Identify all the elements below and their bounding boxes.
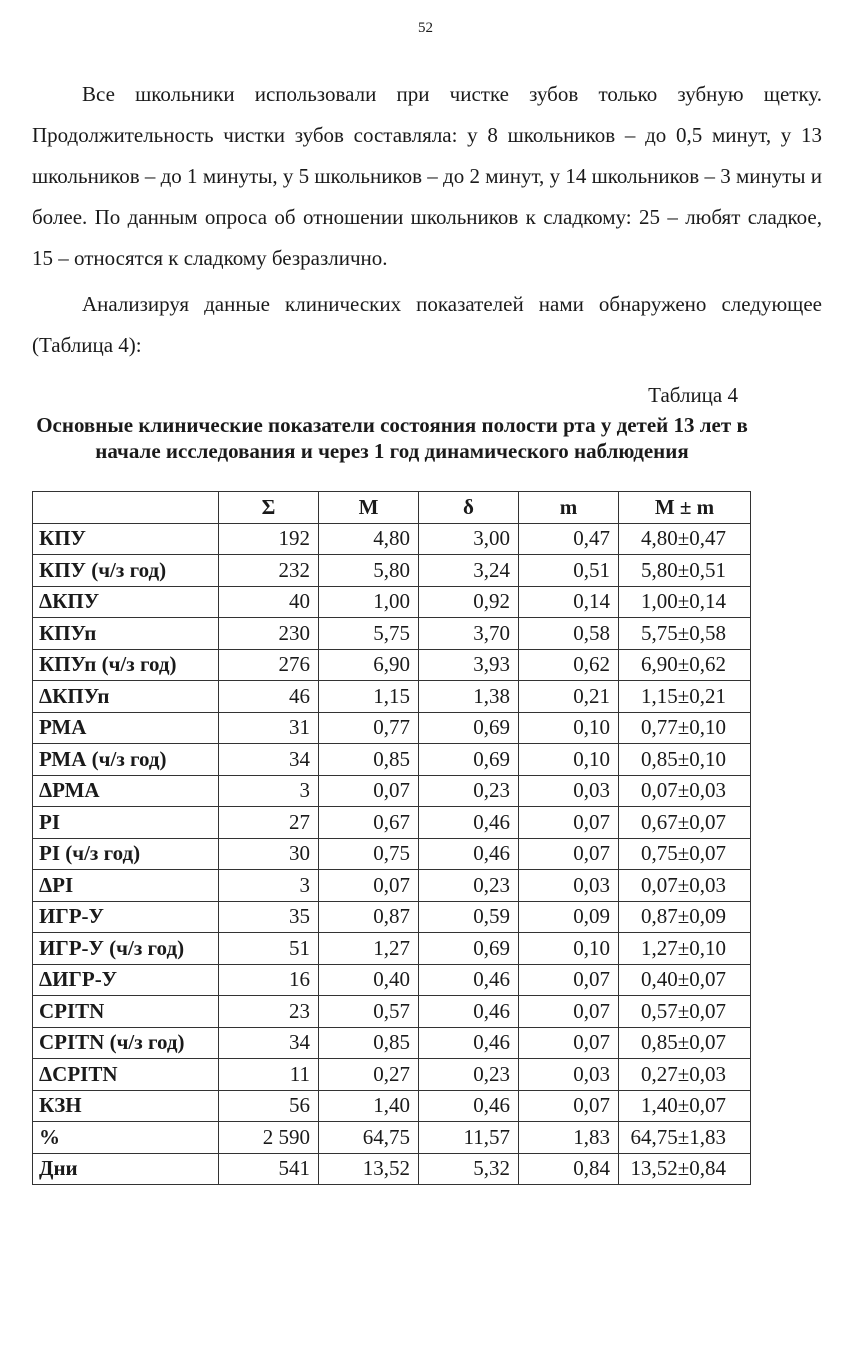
table-row <box>33 681 751 713</box>
error-cell: 0,07 <box>519 1027 619 1059</box>
sd-cell: 0,46 <box>419 996 519 1028</box>
mean-error-cell: 6,90±0,62 <box>619 649 751 681</box>
paragraph-analysis: Анализируя данные клинических показателей нами обнаружено следующее (Таблица 4): <box>32 292 822 357</box>
sum-cell: 23 <box>219 996 319 1028</box>
row-label: PI (ч/з год) <box>33 838 219 870</box>
table-row <box>33 649 751 681</box>
error-cell: 0,07 <box>519 964 619 996</box>
mean-cell: 0,57 <box>319 996 419 1028</box>
row-label: ΔКПУп <box>33 681 219 713</box>
sum-cell: 51 <box>219 933 319 965</box>
row-label: РМА <box>33 712 219 744</box>
error-cell: 0,03 <box>519 1059 619 1091</box>
row-label: PI <box>33 807 219 839</box>
mean-error-cell: 1,00±0,14 <box>619 586 751 618</box>
error-cell: 0,07 <box>519 1090 619 1122</box>
error-cell: 0,21 <box>519 681 619 713</box>
row-label: ΔКПУ <box>33 586 219 618</box>
table-row <box>33 996 751 1028</box>
sum-cell: 16 <box>219 964 319 996</box>
row-label: ΔРМА <box>33 775 219 807</box>
error-cell: 0,47 <box>519 523 619 555</box>
mean-error-cell: 1,15±0,21 <box>619 681 751 713</box>
mean-cell: 64,75 <box>319 1122 419 1154</box>
table-row <box>33 618 751 650</box>
sum-cell: 232 <box>219 555 319 587</box>
sum-cell: 46 <box>219 681 319 713</box>
sd-cell: 5,32 <box>419 1153 519 1185</box>
error-cell: 0,10 <box>519 712 619 744</box>
mean-cell: 0,77 <box>319 712 419 744</box>
sum-cell: 35 <box>219 901 319 933</box>
sum-cell: 3 <box>219 775 319 807</box>
mean-error-cell: 1,27±0,10 <box>619 933 751 965</box>
error-cell: 0,07 <box>519 807 619 839</box>
mean-error-cell: 0,40±0,07 <box>619 964 751 996</box>
row-label: КЗН <box>33 1090 219 1122</box>
mean-error-cell: 0,85±0,10 <box>619 744 751 776</box>
mean-error-cell: 0,27±0,03 <box>619 1059 751 1091</box>
table-row <box>33 870 751 902</box>
sd-cell: 0,23 <box>419 775 519 807</box>
table-row <box>33 712 751 744</box>
table-row <box>33 901 751 933</box>
mean-cell: 5,80 <box>319 555 419 587</box>
sd-cell: 1,38 <box>419 681 519 713</box>
mean-error-cell: 0,07±0,03 <box>619 870 751 902</box>
row-label: ΔCPITN <box>33 1059 219 1091</box>
table-row <box>33 1122 751 1154</box>
table-row <box>33 744 751 776</box>
header-cell: Σ <box>219 492 319 524</box>
error-cell: 0,07 <box>519 996 619 1028</box>
mean-cell: 0,07 <box>319 870 419 902</box>
sd-cell: 0,46 <box>419 1090 519 1122</box>
sum-cell: 27 <box>219 807 319 839</box>
mean-error-cell: 0,67±0,07 <box>619 807 751 839</box>
mean-error-cell: 0,57±0,07 <box>619 996 751 1028</box>
sd-cell: 0,69 <box>419 744 519 776</box>
mean-error-cell: 0,75±0,07 <box>619 838 751 870</box>
row-label: КПУ (ч/з год) <box>33 555 219 587</box>
mean-cell: 0,85 <box>319 1027 419 1059</box>
sum-cell: 230 <box>219 618 319 650</box>
row-label: CPITN <box>33 996 219 1028</box>
row-label: ИГР-У (ч/з год) <box>33 933 219 965</box>
mean-cell: 0,87 <box>319 901 419 933</box>
mean-error-cell: 1,40±0,07 <box>619 1090 751 1122</box>
mean-cell: 13,52 <box>319 1153 419 1185</box>
table-row <box>33 555 751 587</box>
mean-error-cell: 4,80±0,47 <box>619 523 751 555</box>
error-cell: 0,51 <box>519 555 619 587</box>
sum-cell: 11 <box>219 1059 319 1091</box>
error-cell: 0,03 <box>519 775 619 807</box>
row-label: ΔPI <box>33 870 219 902</box>
error-cell: 0,10 <box>519 933 619 965</box>
error-cell: 0,03 <box>519 870 619 902</box>
mean-cell: 0,85 <box>319 744 419 776</box>
sd-cell: 0,46 <box>419 964 519 996</box>
mean-error-cell: 5,80±0,51 <box>619 555 751 587</box>
row-label: ΔИГР-У <box>33 964 219 996</box>
sum-cell: 541 <box>219 1153 319 1185</box>
row-label: Дни <box>33 1153 219 1185</box>
mean-error-cell: 0,07±0,03 <box>619 775 751 807</box>
table-row <box>33 933 751 965</box>
header-cell: M <box>319 492 419 524</box>
sum-cell: 3 <box>219 870 319 902</box>
mean-cell: 0,27 <box>319 1059 419 1091</box>
row-label: CPITN (ч/з год) <box>33 1027 219 1059</box>
mean-cell: 1,40 <box>319 1090 419 1122</box>
sd-cell: 0,23 <box>419 870 519 902</box>
sum-cell: 56 <box>219 1090 319 1122</box>
header-cell <box>33 492 219 524</box>
sum-cell: 34 <box>219 1027 319 1059</box>
row-label: ИГР-У <box>33 901 219 933</box>
sum-cell: 31 <box>219 712 319 744</box>
mean-cell: 0,67 <box>319 807 419 839</box>
sd-cell: 3,00 <box>419 523 519 555</box>
sd-cell: 3,24 <box>419 555 519 587</box>
mean-cell: 0,07 <box>319 775 419 807</box>
mean-error-cell: 5,75±0,58 <box>619 618 751 650</box>
table-row <box>33 964 751 996</box>
sd-cell: 3,93 <box>419 649 519 681</box>
sd-cell: 3,70 <box>419 618 519 650</box>
sum-cell: 192 <box>219 523 319 555</box>
sum-cell: 2 590 <box>219 1122 319 1154</box>
mean-cell: 1,00 <box>319 586 419 618</box>
error-cell: 0,84 <box>519 1153 619 1185</box>
mean-cell: 6,90 <box>319 649 419 681</box>
mean-cell: 4,80 <box>319 523 419 555</box>
row-label: КПУп <box>33 618 219 650</box>
header-cell: M ± m <box>619 492 751 524</box>
table-row <box>33 1059 751 1091</box>
mean-error-cell: 13,52±0,84 <box>619 1153 751 1185</box>
error-cell: 0,10 <box>519 744 619 776</box>
page-number: 52 <box>418 20 433 36</box>
error-cell: 0,62 <box>519 649 619 681</box>
sd-cell: 0,92 <box>419 586 519 618</box>
sum-cell: 276 <box>219 649 319 681</box>
error-cell: 0,07 <box>519 838 619 870</box>
error-cell: 1,83 <box>519 1122 619 1154</box>
sum-cell: 40 <box>219 586 319 618</box>
mean-cell: 5,75 <box>319 618 419 650</box>
mean-error-cell: 0,85±0,07 <box>619 1027 751 1059</box>
mean-cell: 1,15 <box>319 681 419 713</box>
mean-error-cell: 0,87±0,09 <box>619 901 751 933</box>
table-row <box>33 838 751 870</box>
table-title: Основные клинические показатели состояния полости рта у детей 13 лет в начале исследования и через 1 год динамического наблюдения <box>36 413 748 463</box>
error-cell: 0,58 <box>519 618 619 650</box>
table-row <box>33 807 751 839</box>
sd-cell: 0,69 <box>419 712 519 744</box>
header-cell: m <box>519 492 619 524</box>
row-label: КПУ <box>33 523 219 555</box>
sd-cell: 0,69 <box>419 933 519 965</box>
row-label: РМА (ч/з год) <box>33 744 219 776</box>
table-row <box>33 523 751 555</box>
row-label: КПУп (ч/з год) <box>33 649 219 681</box>
mean-cell: 0,40 <box>319 964 419 996</box>
table-row <box>33 775 751 807</box>
mean-error-cell: 0,77±0,10 <box>619 712 751 744</box>
row-label: % <box>33 1122 219 1154</box>
sd-cell: 0,46 <box>419 838 519 870</box>
table-row <box>33 586 751 618</box>
sd-cell: 11,57 <box>419 1122 519 1154</box>
table-label: Таблица 4 <box>648 383 738 407</box>
header-cell: δ <box>419 492 519 524</box>
sum-cell: 30 <box>219 838 319 870</box>
mean-cell: 1,27 <box>319 933 419 965</box>
table-row <box>33 1090 751 1122</box>
mean-error-cell: 64,75±1,83 <box>619 1122 751 1154</box>
mean-cell: 0,75 <box>319 838 419 870</box>
error-cell: 0,14 <box>519 586 619 618</box>
table-row <box>33 1027 751 1059</box>
table-row <box>33 1153 751 1185</box>
sum-cell: 34 <box>219 744 319 776</box>
sd-cell: 0,23 <box>419 1059 519 1091</box>
error-cell: 0,09 <box>519 901 619 933</box>
table-header-row <box>33 492 751 524</box>
clinical-indicators-table <box>32 491 751 1185</box>
sd-cell: 0,46 <box>419 1027 519 1059</box>
sd-cell: 0,59 <box>419 901 519 933</box>
sd-cell: 0,46 <box>419 807 519 839</box>
paragraph-brushing: Все школьники использовали при чистке зубов только зубную щетку. Продолжительность чистки зубов составляла: у 8 школьников – до 0,5 минут, у 13 школьников – до 1 минуты, у 5 школьников – до 2 минут, у 14 школьников – 3 минуты и более. По данным опроса об отношении школьников к сладкому: 25 – любят сладкое, 15 – относятся к сладкому безразлично. <box>32 82 822 270</box>
